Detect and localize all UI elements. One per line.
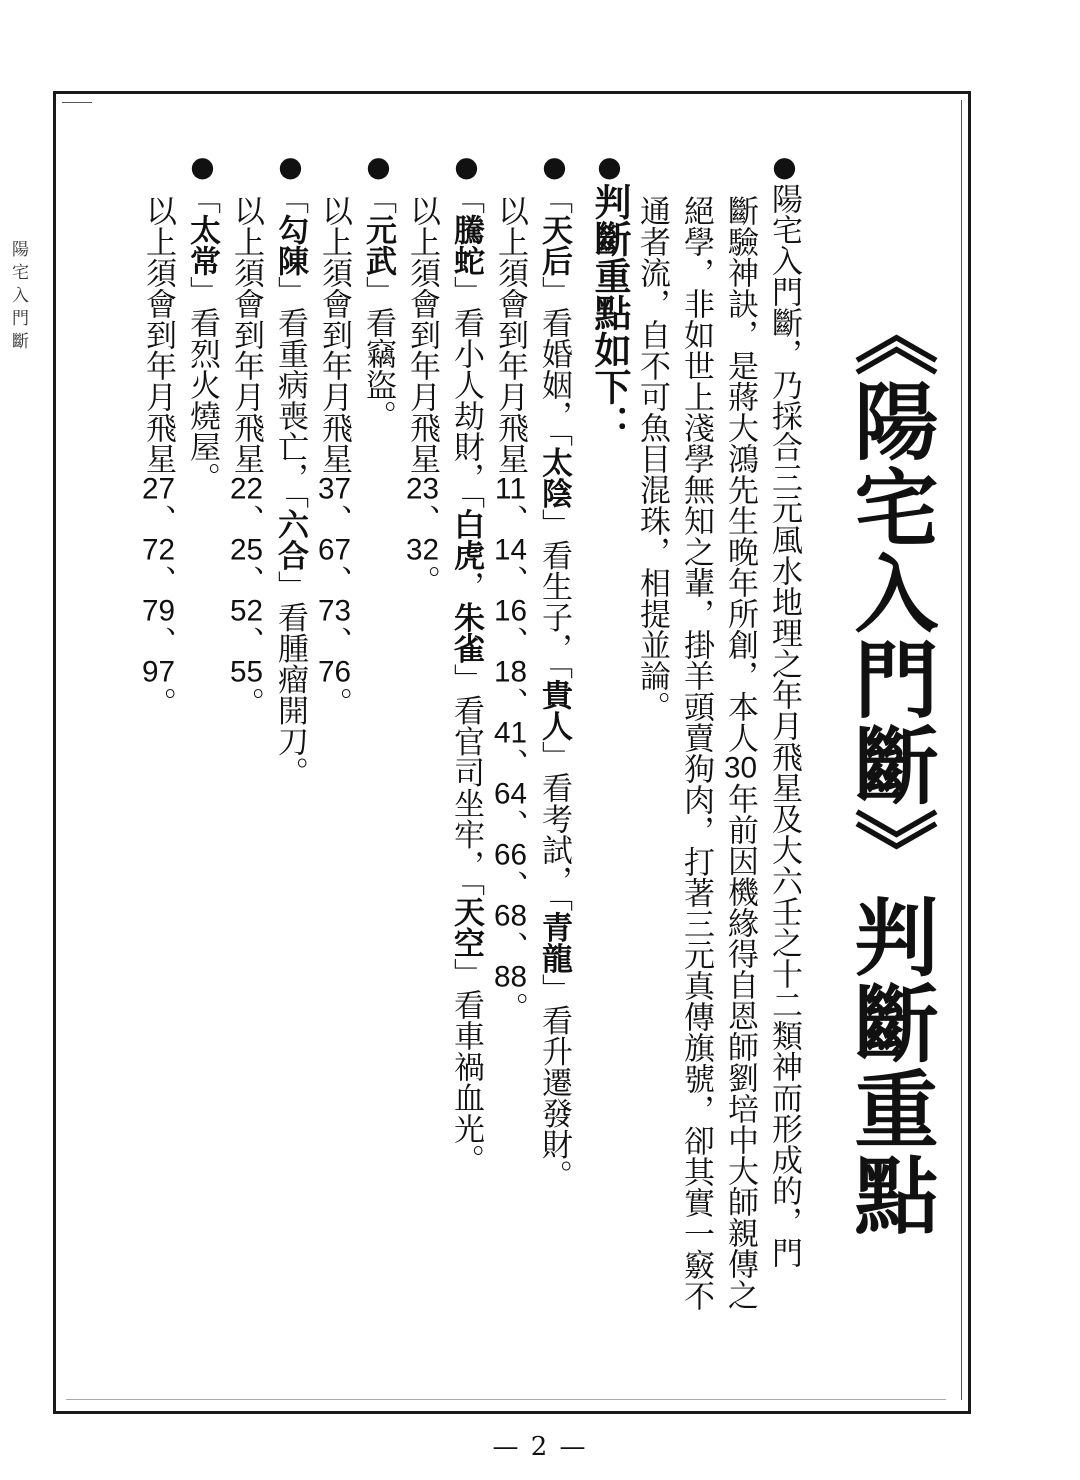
deity-name: 元武 (360, 214, 396, 276)
item-text: 」看竊盜。 (360, 276, 396, 431)
separator: 、 (140, 504, 176, 535)
star-number: 23 (406, 474, 439, 504)
separator: 、 (228, 565, 264, 596)
separator: 、 (316, 504, 352, 535)
quote-mark: 「 (272, 183, 308, 214)
separator: 、 (492, 687, 528, 718)
separator: 、 (316, 565, 352, 596)
item-text: 」看婚姻，「 (536, 276, 572, 447)
item-text: 」看考試，「 (536, 741, 572, 912)
deity-name: 太常 (184, 214, 220, 276)
star-number: 88 (494, 962, 527, 992)
separator: 、 (492, 504, 528, 535)
stars-prefix: 以上須會到年月飛星 (492, 195, 528, 474)
intro-column-1 (762, 150, 806, 1400)
separator: 、 (492, 626, 528, 657)
item-text: ， (448, 570, 484, 602)
item-text: 」看官司坐牢，「 (448, 663, 484, 896)
quote-mark: 「 (448, 183, 484, 214)
separator: 、 (492, 809, 528, 840)
item-gouchen (268, 150, 312, 1400)
item-text: 」看烈火燒屋。 (184, 276, 220, 493)
item-text: 」看升遷發財。 (536, 973, 572, 1191)
bullet-icon: ● (593, 150, 626, 183)
separator: 、 (492, 565, 528, 596)
star-list-tianhou (488, 195, 532, 1445)
period: 。 (140, 687, 176, 718)
star-number: 22 (230, 474, 263, 504)
separator: 、 (492, 870, 528, 901)
deity-name: 貴人 (536, 679, 572, 741)
period: 。 (316, 687, 352, 718)
star-number: 73 (318, 596, 351, 626)
intro-text-3: 絕學，非如世上淺學無知之輩，掛羊頭賣狗肉，打著三元真傳旗號，卻其實一竅不 (678, 195, 714, 1311)
star-number: 37 (318, 474, 351, 504)
star-number: 66 (494, 840, 527, 870)
star-number: 41 (494, 718, 527, 748)
intro-text-2b: 年前因機緣得自恩師劉培中大師親傳之 (722, 783, 758, 1310)
intro-text-1: 陽宅入門斷，乃採合三元風水地理之年月飛星及大六壬之十二類神而形成的，門 (766, 183, 802, 1268)
running-head: 陽宅入門斷 (8, 240, 28, 355)
frame-rule-top (62, 102, 92, 103)
quote-mark: 「 (184, 183, 220, 214)
page-number: — 2 — (492, 1432, 588, 1462)
item-text: 」看小人劫財，「 (448, 276, 484, 509)
stars-prefix: 以上須會到年月飛星 (316, 195, 352, 474)
intro-column-4 (630, 195, 674, 1445)
star-number: 25 (230, 535, 263, 565)
quote-mark: 「 (360, 183, 396, 214)
deity-name: 白虎 (448, 508, 484, 571)
period: 。 (228, 687, 264, 718)
star-number: 97 (142, 657, 175, 687)
period: 。 (492, 992, 528, 1023)
intro-column-2 (718, 195, 762, 1445)
star-number: 32 (406, 535, 439, 565)
star-number: 68 (494, 901, 527, 931)
item-text: 」看重病喪亡，「 (272, 276, 308, 509)
deity-name: 天后 (536, 214, 572, 276)
deity-name: 太陰 (536, 446, 572, 509)
deity-name: 天空 (448, 896, 484, 958)
star-number: 18 (494, 657, 527, 687)
heading-text: 判斷重點如下： (588, 183, 631, 442)
bullet-icon: ● (768, 150, 801, 183)
separator: 、 (228, 504, 264, 535)
bullet-icon: ● (186, 150, 219, 183)
separator: 、 (140, 626, 176, 657)
star-number: 55 (230, 657, 263, 687)
star-number: 64 (494, 779, 527, 809)
separator: 、 (316, 626, 352, 657)
deity-name: 騰蛇 (448, 214, 484, 276)
star-number: 76 (318, 657, 351, 687)
star-number: 79 (142, 596, 175, 626)
star-number: 67 (318, 535, 351, 565)
separator: 、 (492, 931, 528, 962)
stars-prefix: 以上須會到年月飛星 (228, 195, 264, 474)
period: 。 (404, 565, 440, 596)
star-list-taichang (136, 195, 180, 1445)
star-number: 14 (494, 535, 527, 565)
item-taichang (180, 150, 224, 1400)
deity-name: 朱雀 (448, 601, 484, 664)
section-heading (583, 150, 631, 1400)
star-number: 16 (494, 596, 527, 626)
bullet-icon: ● (274, 150, 307, 183)
intro-text-4: 通者流，自不可魚目混珠，相提並論。 (634, 195, 670, 722)
star-number: 52 (230, 596, 263, 626)
item-tianhou (532, 150, 576, 1400)
item-text: 」看腫瘤開刀。 (272, 570, 308, 788)
deity-name: 青龍 (536, 911, 572, 974)
separator: 、 (404, 504, 440, 535)
bullet-icon: ● (538, 150, 571, 183)
item-xuanwu (356, 150, 400, 1400)
intro-column-3 (674, 195, 718, 1445)
item-text: 」看生子，「 (536, 508, 572, 679)
stars-prefix: 以上須會到年月飛星 (404, 195, 440, 474)
page-title: 《陽宅入門斷》判斷重點 (841, 292, 939, 1238)
item-tengshe (444, 150, 488, 1400)
deity-name: 勾陳 (272, 214, 308, 276)
intro-text-2a: 斷驗神訣，是蔣大鴻先生晚年所創，本人 (722, 195, 758, 753)
star-number: 11 (494, 474, 527, 504)
star-list-tengshe (400, 195, 444, 1445)
star-list-xuanwu (312, 195, 356, 1445)
bullet-icon: ● (362, 150, 395, 183)
quote-mark: 「 (536, 183, 572, 214)
item-text: 」看車禍血光。 (448, 958, 484, 1175)
separator: 、 (140, 565, 176, 596)
star-number: 72 (142, 535, 175, 565)
bullet-icon: ● (450, 150, 483, 183)
star-number: 27 (142, 474, 175, 504)
deity-name: 六合 (272, 508, 308, 571)
intro-number: 30 (724, 753, 757, 783)
separator: 、 (492, 748, 528, 779)
stars-prefix: 以上須會到年月飛星 (140, 195, 176, 474)
frame-rule-right (961, 100, 962, 1400)
separator: 、 (228, 626, 264, 657)
star-list-gouchen (224, 195, 268, 1445)
